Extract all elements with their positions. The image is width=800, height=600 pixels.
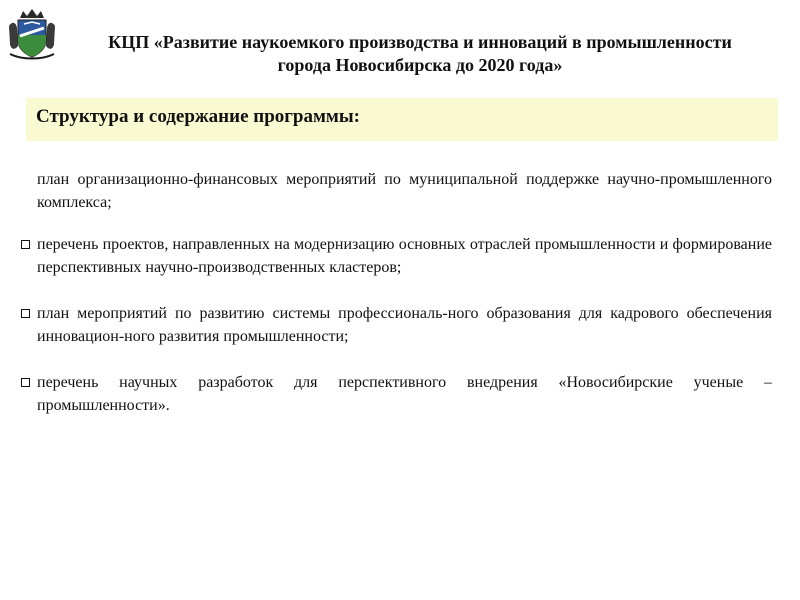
title-line-2: города Новосибирска до 2020 года» bbox=[277, 55, 563, 75]
list-item bbox=[20, 371, 772, 417]
city-emblem-icon bbox=[4, 6, 60, 62]
list-item bbox=[20, 302, 772, 348]
section-heading: Структура и содержание программы: bbox=[36, 106, 361, 127]
list-item-text: план мероприятий по развитию системы профессиональ-ного образования для кадрового обеспечения инновацион-ного развития промышленности; bbox=[37, 305, 772, 345]
list-item-text: план организационно-финансовых мероприятий по муниципальной поддержке научно-промышленного комплекса; bbox=[37, 171, 772, 211]
list-item-text: перечень проектов, направленных на модернизацию основных отраслей промышленности и формирование перспективных научно-производственных кластеров; bbox=[37, 236, 772, 276]
checkbox-bullet-icon bbox=[21, 240, 30, 249]
checkbox-bullet-icon bbox=[21, 378, 30, 387]
list-item bbox=[20, 168, 772, 214]
page-title bbox=[62, 31, 778, 77]
program-structure-list bbox=[20, 168, 772, 440]
title-line-1: КЦП «Развитие наукоемкого производства и инноваций в промышленности bbox=[108, 32, 732, 52]
list-item-text: перечень научных разработок для перспективного внедрения «Новосибирские ученые – промышленности». bbox=[37, 374, 772, 414]
list-item bbox=[20, 233, 772, 279]
section-banner bbox=[26, 98, 778, 141]
checkbox-bullet-icon bbox=[21, 309, 30, 318]
